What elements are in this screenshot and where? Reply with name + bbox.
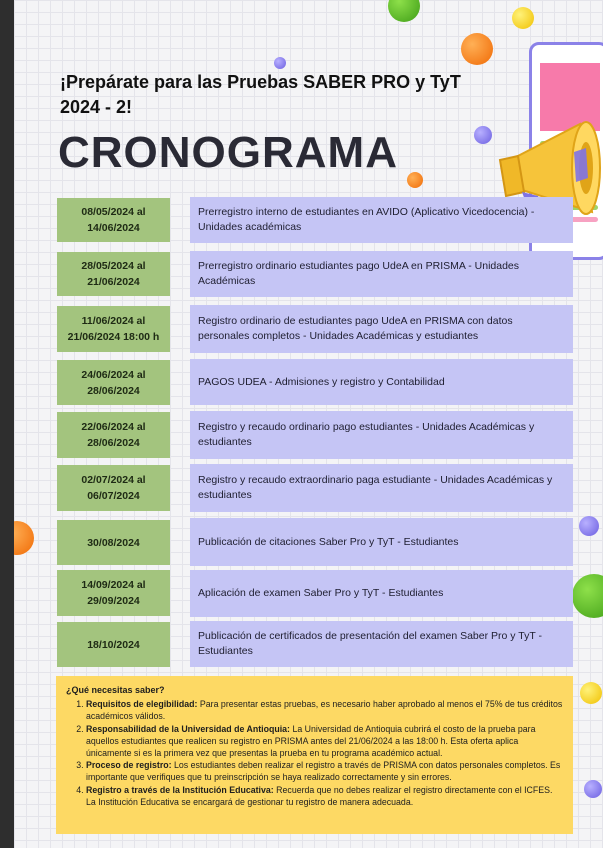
decorative-circle-purple-mid bbox=[474, 126, 492, 144]
schedule-date: 14/09/2024 al 29/09/2024 bbox=[57, 570, 170, 616]
decorative-circle-purple-bottom bbox=[584, 780, 602, 798]
background-window-strip bbox=[0, 0, 14, 848]
info-heading: ¿Qué necesitas saber? bbox=[66, 685, 165, 695]
schedule-activity: Prerregistro interno de estudiantes en AVIDO (Aplicativo Vicedocencia) - Unidades académicas bbox=[190, 197, 573, 243]
decorative-circle-yellow-bottom bbox=[580, 682, 602, 704]
info-box bbox=[56, 676, 573, 834]
info-item-label: Registro a través de la Institución Educativa: bbox=[86, 784, 274, 795]
info-item bbox=[86, 784, 563, 808]
info-item-text: Recuerda que no debes realizar el registro directamente con el ICFES. La Institución Educativa se encargará de gestionar tu registro de manera adecuada. bbox=[86, 784, 553, 807]
info-item-label: Proceso de registro: bbox=[86, 760, 172, 771]
decorative-circle-green-right bbox=[572, 574, 603, 618]
info-item bbox=[86, 759, 563, 783]
info-item-label: Responsabilidad de la Universidad de Antioquia: bbox=[86, 723, 290, 734]
info-item bbox=[86, 723, 563, 760]
schedule-activity: Publicación de citaciones Saber Pro y TyT - Estudiantes bbox=[190, 518, 573, 566]
schedule-date: 24/06/2024 al 28/06/2024 bbox=[57, 360, 170, 405]
schedule-date: 28/05/2024 al 21/06/2024 bbox=[57, 252, 170, 296]
schedule-date: 18/10/2024 bbox=[57, 622, 170, 667]
schedule-activity: Prerregistro ordinario estudiantes pago UdeA en PRISMA - Unidades Académicas bbox=[190, 251, 573, 297]
poster bbox=[14, 0, 603, 848]
decorative-circle-yellow-top bbox=[512, 7, 534, 29]
schedule-date: 02/07/2024 al 06/07/2024 bbox=[57, 465, 170, 511]
decorative-circle-orange-left bbox=[14, 521, 34, 555]
info-item-text: Para presentar estas pruebas, es necesario haber aprobado al menos el 75% de tus créditos académicos válidos. bbox=[86, 699, 563, 722]
schedule-activity: Registro y recaudo ordinario pago estudiantes - Unidades Académicas y estudiantes bbox=[190, 411, 573, 459]
decorative-circle-purple-small bbox=[274, 57, 286, 69]
schedule-activity: Aplicación de examen Saber Pro y TyT - Estudiantes bbox=[190, 570, 573, 617]
decorative-circle-purple-right bbox=[579, 516, 599, 536]
info-item-label: Requisitos de elegibilidad: bbox=[86, 699, 198, 710]
decorative-circle-orange-top bbox=[461, 33, 493, 65]
info-list bbox=[66, 698, 563, 808]
schedule-date: 08/05/2024 al 14/06/2024 bbox=[57, 198, 170, 242]
schedule-activity: Registro y recaudo extraordinario paga estudiante - Unidades Académicas y estudiantes bbox=[190, 464, 573, 512]
info-item-text: La Universidad de Antioquia cubrirá el costo de la prueba para aquellos estudiantes que realicen su registro en PRISMA antes del 21/06/2024 a las 18:00 h. Esta oferta aplica únicamente si es la primera vez que presentas la prueba en tu programa académico actual. bbox=[86, 723, 536, 759]
schedule-activity: PAGOS UDEA - Admisiones y registro y Contabilidad bbox=[190, 359, 573, 405]
decorative-circle-orange-small bbox=[407, 172, 423, 188]
schedule-heading: CRONOGRAMA bbox=[58, 128, 398, 177]
info-item bbox=[86, 698, 563, 722]
schedule-activity: Registro ordinario de estudiantes pago UdeA en PRISMA con datos personales completos - Unidades Académicas y estudiantes bbox=[190, 305, 573, 353]
schedule-date: 22/06/2024 al 28/06/2024 bbox=[57, 412, 170, 458]
decorative-circle-green-top bbox=[388, 0, 420, 22]
schedule-activity: Publicación de certificados de presentación del examen Saber Pro y TyT - Estudiantes bbox=[190, 621, 573, 667]
page-title: ¡Prepárate para las Pruebas SABER PRO y TyT 2024 - 2! bbox=[60, 72, 461, 117]
schedule-date: 11/06/2024 al 21/06/2024 18:00 h bbox=[57, 306, 170, 352]
schedule-date: 30/08/2024 bbox=[57, 520, 170, 565]
info-item-text: Los estudiantes deben realizar el registro a través de PRISMA con datos personales completos. Es importante que verifiques que tu preinscripción se haya realizado correctamente y sin errores. bbox=[86, 760, 561, 783]
